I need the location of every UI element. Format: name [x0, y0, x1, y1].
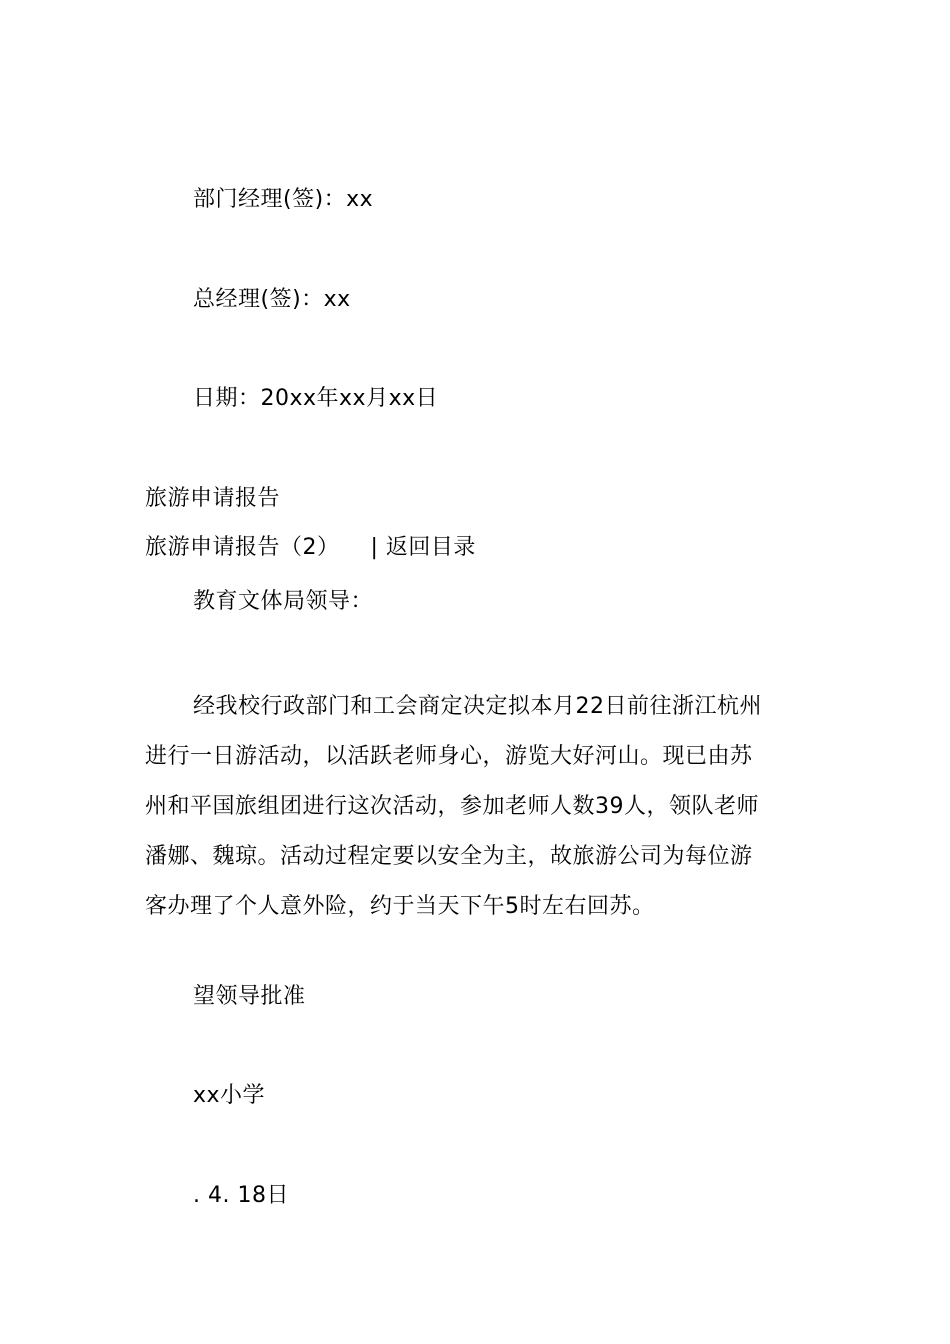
dept-manager-signature: 部门经理(签)：xx [193, 187, 374, 212]
body-line: 客办理了个人意外险，约于当天下午5时左右回苏。 [145, 894, 655, 919]
report-title: 旅游申请报告 [145, 486, 281, 511]
body-line: 潘娜、魏琼。活动过程定要以安全为主，故旅游公司为每位游 [145, 844, 753, 869]
body-line: 进行一日游活动，以活跃老师身心，游览大好河山。现已由苏 [145, 744, 753, 769]
report-subtitle-row [145, 533, 476, 563]
general-manager-signature: 总经理(签)：xx [193, 287, 351, 312]
report-subtitle: 旅游申请报告（2） [145, 535, 340, 560]
body-line: 经我校行政部门和工会商定决定拟本月22日前往浙江杭州 [193, 694, 762, 719]
body-line: 州和平国旅组团进行这次活动，参加老师人数39人，领队老师 [145, 794, 759, 819]
signature-date: 日期：20xx年xx月xx日 [193, 386, 439, 411]
salutation: 教育文体局领导： [193, 589, 374, 614]
closing-request: 望领导批准 [193, 984, 306, 1009]
signer-school: xx小学 [193, 1083, 266, 1108]
return-to-toc-link[interactable]: | 返回目录 [370, 535, 476, 560]
body-paragraph [145, 682, 825, 932]
sign-date: . 4. 18日 [193, 1183, 289, 1208]
